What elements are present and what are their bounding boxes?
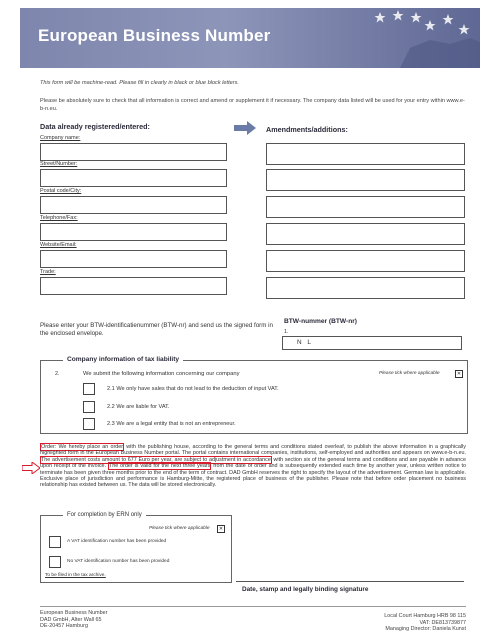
ern-tick-sample-icon: ✕ [218,526,224,532]
check-note: Please be absolutely sure to check that all information is correct and amend or supplement it if necessary. The company data listed will be used for your entry within www.e-b-n.eu. [40,98,465,112]
ern-only-box [40,512,232,583]
right-arrow-icon [234,121,256,135]
page-title: European Business Number [38,26,271,45]
footer-court: Local Court Hamburg HRB 98 115 [384,613,466,619]
btw-number-input[interactable] [282,336,462,350]
footer-company: European Business Number [40,610,108,616]
company-name-field [40,143,227,161]
company-info-statement: We submit the following information concerning our company [83,371,240,377]
tick-hint: Please tick where applicable [379,371,440,376]
street-amend-input[interactable] [266,169,465,191]
vat-option-2-label: 2.2 We are liable for VAT. [107,404,170,410]
ern-option-1-checkbox[interactable] [49,536,61,548]
telephone-fax-label: Telephone/Fax: [40,215,78,221]
company-name-label: Company name: [40,135,81,141]
order-text-part-1: with the publishing house, according to the general terms and conditions stated overleaf, to publish the above information in a graphically highlighted form in the European Business Number portal. The portal contains international companies, institutions, self-employed and authorities and appears on www.e-b-n.eu. [40,444,466,457]
signature-line [236,581,464,582]
red-arrow-icon [22,462,40,474]
website-email-field [40,250,227,268]
btw-box-title: BTW-nummer (BTW-nr) [284,318,357,325]
telephone-fax-field [40,223,227,241]
btw-item-number: 1. [284,329,289,335]
signature-label: Date, stamp and legally binding signature [242,586,369,593]
street-label: Street/Number: [40,161,78,167]
trade-field [40,277,227,295]
company-info-number: 2. [55,371,60,377]
order-text-part-2: with section six of the general terms and conditions and are payable in advance upon receipt of the invoice. [40,456,466,470]
postal-city-field [40,196,227,214]
order-highlight: Order: We hereby place an order [41,444,124,450]
vat-option-1-checkbox[interactable] [83,383,95,395]
telephone-fax-amend-input[interactable] [266,223,465,245]
vat-option-3-label: 2.3 We are a legal entity that is not an entrepreneur. [107,421,236,427]
footer-city: DE-20457 Hamburg [40,623,88,630]
vat-option-3-checkbox[interactable] [83,418,95,430]
registered-data-heading: Data already registered/entered: [40,122,150,131]
intro-text: This form will be machine-read. Please fill in clearly in black or blue block letters. [40,80,239,86]
trade-amend-input[interactable] [266,277,465,299]
order-text-part-3: from the date of order and is subsequently extended each time by another year, unless written notice to terminate has been given three months prior to the end of the term of contract. DAD GmbH reserves the right to specify the layout of the advertisement. German law is applicable. Exclusive place of jurisdiction and performance is Hamburg-Mitte, the registered place of business of the publisher. Please note that before order placement no business relationship has existed between us. The data will be stored electronically. [40,463,466,489]
ern-option-1-label: A VAT identification number has been provided [67,539,167,544]
ern-option-2-label: No VAT identification number has been provided [67,559,170,564]
ern-archive-note: To be filed in the tax archive. [45,573,106,578]
company-info-title: Company information of tax liability [63,356,183,363]
header-banner [20,8,480,68]
ern-title: For completion by ERN only [63,512,146,518]
postal-city-amend-input[interactable] [266,196,465,218]
footer-director: Managing Director: Daniela Kunst [385,626,466,633]
footer-divider [40,606,466,607]
website-email-amend-input[interactable] [266,250,465,272]
footer-address: DAD GmbH, Alter Wall 65 [40,616,102,623]
tick-sample-icon: ✕ [456,371,462,377]
cost-highlight: The advertisement costs amount to 677 Euro per year, are subject to adjustment in accordance [41,456,271,463]
street-field [40,169,227,187]
btw-number-box [278,318,463,350]
vat-option-2-checkbox[interactable] [83,401,95,413]
ern-option-2-checkbox[interactable] [49,556,61,568]
footer-vat: VAT: DE813739877 [419,619,466,626]
website-email-label: Website/Email: [40,242,77,248]
validity-highlight: The order is valid for the next three years [108,463,211,470]
trade-label: Trade: [40,269,56,275]
postal-city-label: Postal code/City: [40,188,82,194]
btw-prefix: N L [297,339,313,346]
stars-decoration-icon [340,8,480,68]
vat-option-1-label: 2.1 We only have sales that do not lead to the deduction of input VAT. [107,386,279,392]
company-name-amend-input[interactable] [266,143,465,165]
ern-tick-hint: Please tick where applicable [149,526,210,531]
company-info-box [40,356,468,434]
amendments-heading: Amendments/additions: [266,125,348,134]
footer-left [40,610,107,630]
btw-prompt: Please enter your BTW-identificatienummer (BTW-nr) and send us the signed form in the enclosed envelope. [40,322,273,338]
order-terms-paragraph [40,444,466,489]
footer-right [364,613,466,633]
